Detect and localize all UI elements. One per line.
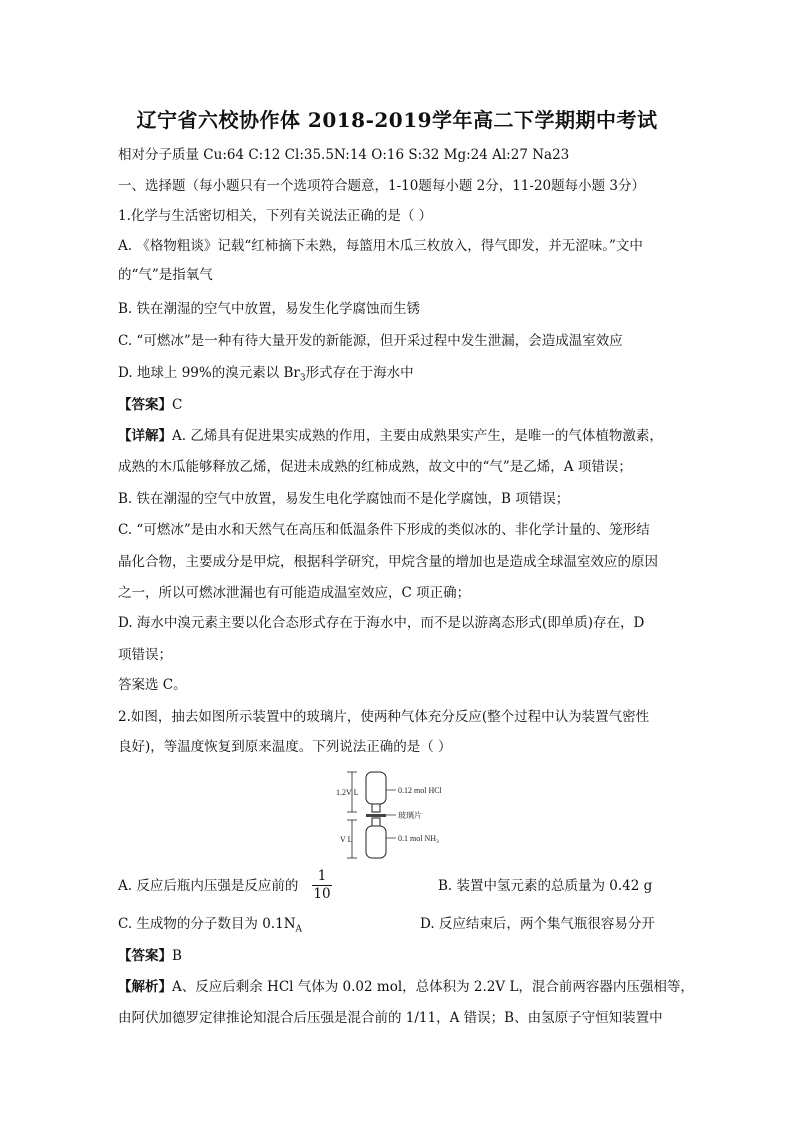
q1-detail-line6: 之一，所以可燃冰泄漏也有可能造成温室效应，C 项正确； — [118, 585, 471, 601]
gas-bottles-diagram — [330, 768, 470, 868]
q1-option-d: D. 地球上 99%的溴元素以 $Br_3$形式存在于海水中 — [118, 365, 414, 384]
q1-stem: 1.化学与生活密切相关，下列有关说法正确的是（ ） — [118, 208, 433, 224]
q2-option-d: D. 反应结束后，两个集气瓶很容易分开 — [420, 916, 655, 932]
q1-detail-line8: 项错误； — [118, 647, 172, 663]
q1-detail-line4: C. “可燃冰”是由水和天然气在高压和低温条件下形成的类似冰的、非化学计量的、笼形结 — [118, 522, 650, 538]
top-bottle-neck — [372, 804, 380, 812]
q1-detail-line5: 晶化合物，主要成分是甲烷，根据科学研究，甲烷含量的增加也是造成全球温室效应的原因 — [118, 554, 658, 570]
q1-answer: 【答案】C — [118, 397, 183, 413]
q1-final-answer: 答案选 C。 — [118, 677, 187, 693]
q2-option-a-fraction: $\frac{1}{10}$ — [313, 868, 331, 902]
q1-option-b: B. 铁在潮湿的空气中放置，易发生化学腐蚀而生锈 — [118, 301, 421, 317]
q2-option-b: B. 装置中氢元素的总质量为 0.42 g — [438, 878, 653, 894]
q1-detail-line2: 成熟的木瓜能够释放乙烯，促进未成熟的红柿成熟，故文中的“气”是乙烯，A 项错误； — [118, 459, 632, 475]
q1-option-c: C. “可燃冰”是一种有待大量开发的新能源，但开采过程中发生泄漏，会造成温室效应 — [118, 333, 623, 349]
section-heading: 一、选择题（每小题只有一个选项符合题意，1-10题每小题 2分，11-20题每小题 3分） — [118, 178, 646, 194]
q2-stem-line2: 良好)，等温度恢复到原来温度。下列说法正确的是（ ） — [118, 739, 452, 755]
q2-option-a: A. 反应后瓶内压强是反应前的 — [118, 878, 299, 894]
q2-stem-line1: 2.如图，抽去如图所示装置中的玻璃片，使两种气体充分反应(整个过程中认为装置气密性 — [118, 709, 650, 725]
top-bottle — [366, 772, 386, 804]
q1-detail-line7: D. 海水中溴元素主要以化合态形式存在于海水中，而不是以游离态形式(即单质)存在，D — [118, 615, 645, 631]
q1-detail-line1: 【详解】A. 乙烯具有促进果实成熟的作用，主要由成熟果实产生，是唯一的气体植物激素， — [118, 428, 663, 444]
glass-plate — [366, 814, 386, 817]
page-title: 辽宁省六校协作体 2018-2019学年高二下学期期中考试 — [136, 108, 658, 132]
bottom-volume-label: V L — [340, 835, 353, 844]
q2-option-c: C. 生成物的分子数目为 $0.1N_A$ — [118, 916, 303, 935]
molar-mass-line: 相对分子质量 Cu:64 C:12 Cl:35.5N:14 O:16 S:32 Mg:24 Al:27 Na23 — [118, 147, 570, 163]
top-volume-label: 1.2V L — [336, 788, 359, 797]
q1-option-a-line1: A. 《格物粗谈》记载“红柿摘下未熟，每篮用木瓜三枚放入，得气即发，并无涩味。”文中 — [118, 238, 643, 254]
bottom-bottle-neck — [372, 818, 380, 826]
q2-analysis-line2: 由阿伏加德罗定律推论知混合后压强是混合前的 1/11，A 错误；B、由氢原子守恒知装置中 — [118, 1010, 663, 1026]
bottom-bottle — [366, 826, 386, 858]
hcl-label: 0.12 mol HCl — [398, 786, 442, 795]
glass-plate-label: 玻璃片 — [398, 811, 422, 820]
q2-answer: 【答案】B — [118, 948, 182, 964]
q1-detail-line3: B. 铁在潮湿的空气中放置，易发生电化学腐蚀而不是化学腐蚀，B 项错误； — [118, 491, 570, 507]
q1-option-a-line2: 的“气”是指氧气 — [118, 267, 213, 283]
q2-analysis-line1: 【解析】A、反应后剩余 HCl 气体为 0.02 mol，总体积为 2.2V L，混合前两容器内压强相等， — [118, 979, 694, 995]
nh3-label: 0.1 mol $NH_3$ — [398, 834, 439, 845]
